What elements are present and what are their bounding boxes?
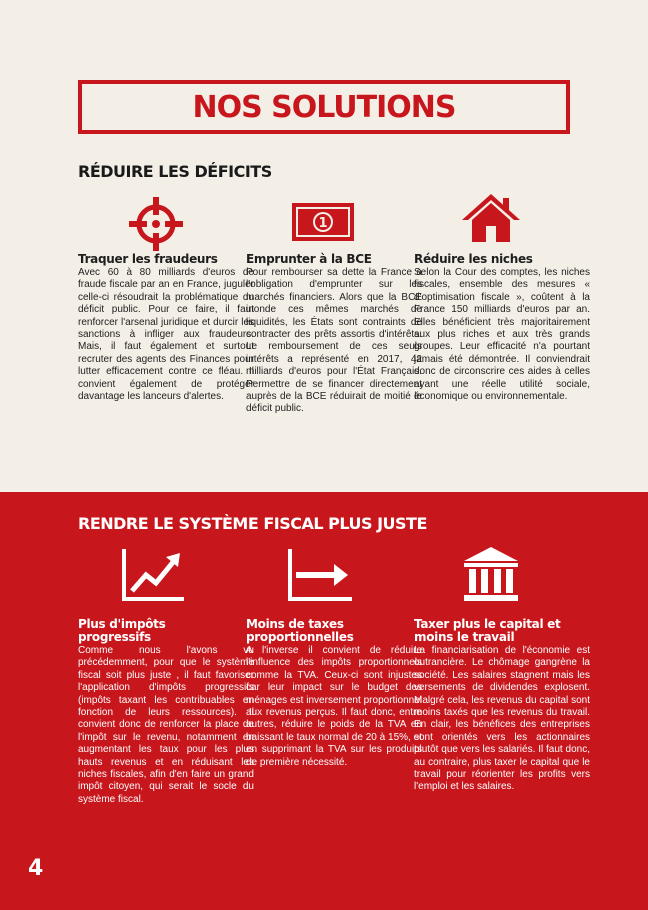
column-title: Traquer les fraudeurs xyxy=(78,252,218,266)
column-title: Plus d'impôts progressifs xyxy=(78,617,166,644)
title-box xyxy=(78,80,570,134)
svg-text:1: 1 xyxy=(318,216,328,231)
column-title: Emprunter à la BCE xyxy=(246,252,372,266)
column-text: Comme nous l'avons vu précédemment, pour que le système fiscal soit plus juste , il faut favoriser l'application d'impôts progressifs (impôts taxant les contribuables en fonction de leurs ressources). Il convient donc de renforcer la place de l'impôt sur le revenu, notamment en augmentant les taux pour les plus hauts revenus et en réduisant les niches fiscales, afin d'en faire un grand impôt citoyen, qui serait le socle du système fiscal. xyxy=(78,645,254,805)
page-number: 4 xyxy=(28,856,44,881)
banknote-icon xyxy=(288,194,358,250)
house-icon xyxy=(456,190,526,246)
column-title: Moins de taxes proportionnelles xyxy=(246,617,354,644)
page-title: NOS SOLUTIONS xyxy=(192,89,456,125)
section-heading-fiscal: RENDRE LE SYSTÈME FISCAL PLUS JUSTE xyxy=(78,514,427,533)
crosshair-icon xyxy=(121,196,191,252)
column-proportional xyxy=(246,618,422,769)
column-niches xyxy=(414,253,590,403)
flat-arrow-chart-icon xyxy=(286,546,356,604)
column-text: Selon la Cour des comptes, les niches fiscales, ensemble des mesures « d'optimisation fiscale », coûtent à la France 150 milliards d'euros par an. Elles bénéficient très majoritairement aux plus riches et aux très grands groupes. Leur efficacité n'a pourtant jamais été démontrée. Il conviendrait donc de circonscrire ces aides à celles ayant une réelle utilité sociale, économique ou environnementale. xyxy=(414,267,590,403)
column-text: La financiarisation de l'économie est outrancière. Le chômage gangrène la société. Les salaires stagnent mais les versements de dividendes explosent. Malgré cela, les revenus du capital sont moins taxés que les revenus du travail. En clair, les bénéfices des entreprises sont orientés vers les actionnaires plutôt que vers les salariés. Il faut donc, au contraire, plus taxer le capital que le travail pour réorienter les profits vers l'emploi et les salaires. xyxy=(414,645,590,793)
column-bce xyxy=(246,253,422,416)
column-text: Avec 60 à 80 milliards d'euros de fraude fiscale par an en France, juguler celle-ci résoudrait la problématique du déficit public. Pour ce faire, il faut renforcer l'arsenal juridique et durcir les sanctions à infliger aux fraudeurs. Mais, il faut également et surtout recruter des agents des Finances pour lutter efficacement contre ce fléau. Il convient également de protéger davantage les lanceurs d'alertes. xyxy=(78,267,254,403)
section-heading-deficits: RÉDUIRE LES DÉFICITS xyxy=(78,162,272,181)
column-progressive xyxy=(78,618,254,806)
column-text: A l'inverse il convient de réduire l'influence des impôts proportionnels comme la TVA. Ceux-ci sont injustes car leur impact sur le budget des ménages est inversement proportionnel aux revenus perçus. Il faut donc, entre autres, réduire le poids de la TVA en baissant le taux normal de 20 à 15%, et en supprimant la TVA sur les produits de première nécessité. xyxy=(246,645,422,768)
column-fraud xyxy=(78,253,254,403)
column-capital xyxy=(414,618,590,794)
bank-building-icon xyxy=(456,544,526,604)
rising-chart-icon xyxy=(118,546,188,604)
column-title: Réduire les niches xyxy=(414,252,533,266)
column-title: Taxer plus le capital et moins le travail xyxy=(414,617,561,644)
column-text: Pour rembourser sa dette la France a l'obligation d'emprunter sur les marchés financiers. Alors que la BCE inonde ces mêmes marchés de liquidités, les États sont contraints de contracter des prêts assortis d'intérêts. Le remboursement de ces seuls intérêts a représenté en 2017, 42 milliards d'euros pour l'État Français. Permettre de se financer directement auprès de la BCE réduirait de moitié le déficit public. xyxy=(246,267,422,415)
